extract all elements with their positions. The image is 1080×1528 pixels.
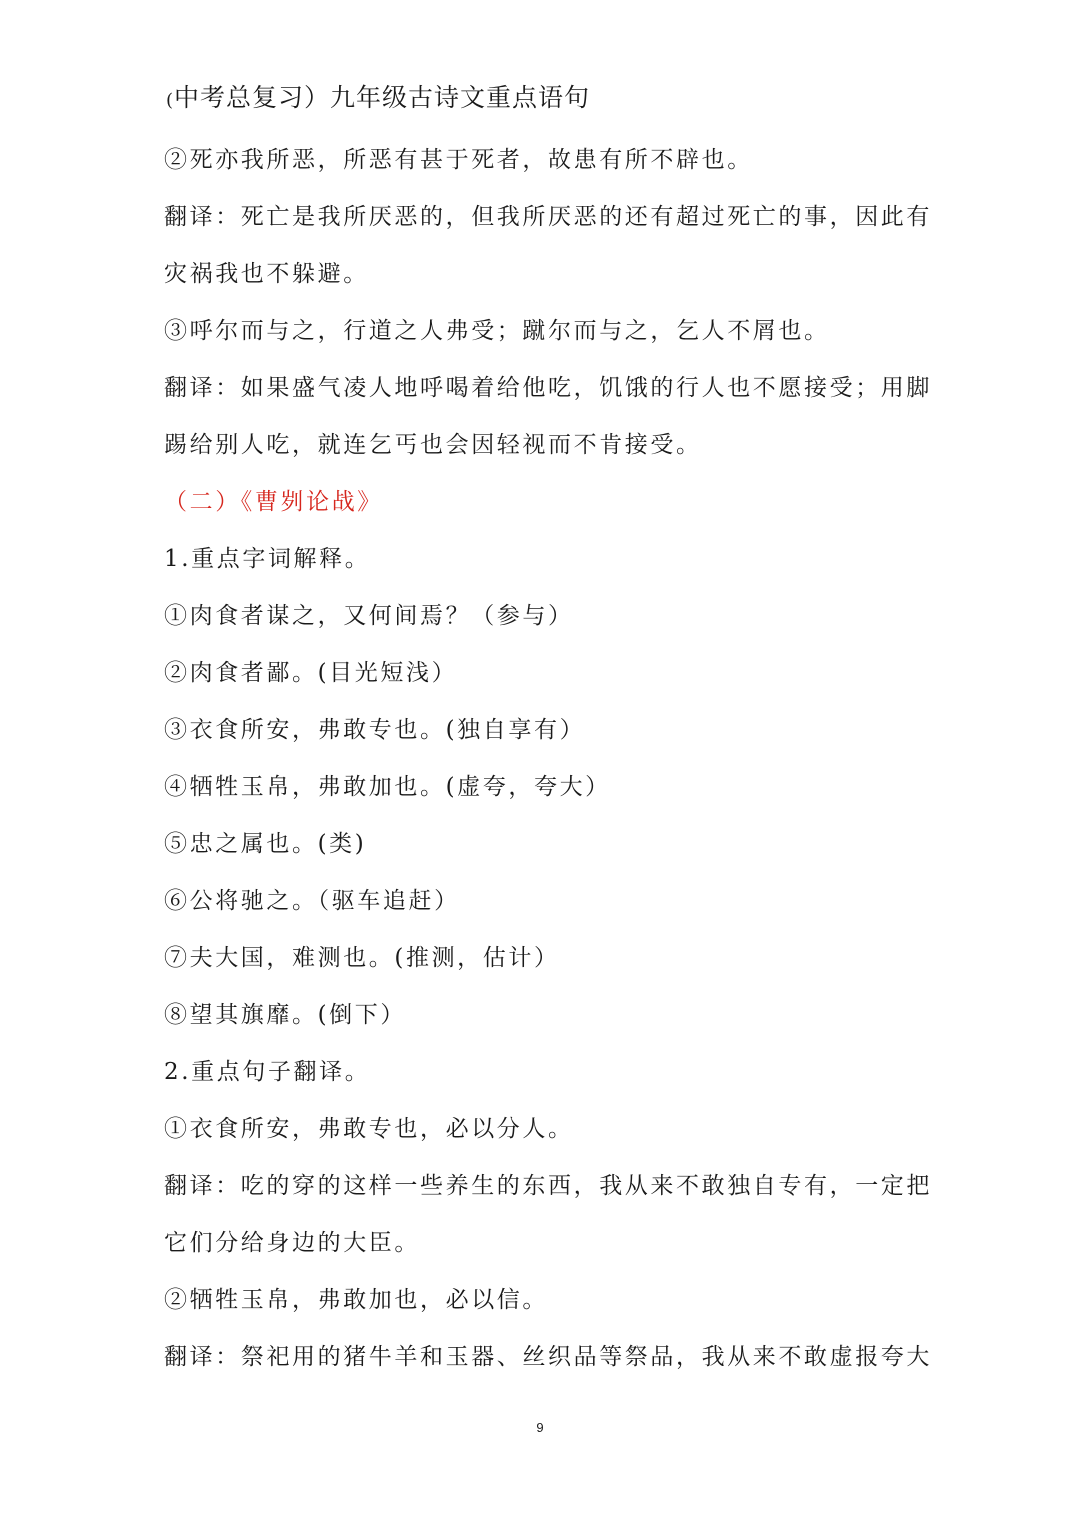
text-line: ②死亦我所恶，所恶有甚于死者，故患有所不辟也。 bbox=[164, 147, 753, 173]
document-body bbox=[164, 140, 932, 1394]
text-line: ⑦夫大国，难测也。(推测，估计） bbox=[164, 945, 560, 971]
text-line: ②肉食者鄙。(目光短浅） bbox=[164, 660, 458, 686]
text-line: 翻译：祭祀用的猪牛羊和玉器、丝织品等祭品，我从来不敢虚报夸大 bbox=[164, 1344, 932, 1370]
text-line: 踢给别人吃，就连乞丐也会因轻视而不肯接受。 bbox=[164, 432, 702, 458]
text-line: ①衣食所安，弗敢专也，必以分人。 bbox=[164, 1116, 574, 1142]
page-title-paren: ( bbox=[166, 90, 175, 111]
page-number: 9 bbox=[536, 1420, 544, 1435]
text-line: 翻译：如果盛气凌人地呼喝着给他吃，饥饿的行人也不愿接受；用脚 bbox=[164, 375, 932, 401]
section-heading: （二）《曹刿论战》 bbox=[164, 489, 383, 515]
text-line: 灾祸我也不躲避。 bbox=[164, 261, 369, 287]
text-line: ⑧望其旗靡。(倒下） bbox=[164, 1002, 406, 1028]
text-line: ③衣食所安，弗敢专也。(独自享有） bbox=[164, 717, 586, 743]
text-line: 1.重点字词解释。 bbox=[164, 546, 371, 572]
text-line: ②牺牲玉帛，弗敢加也，必以信。 bbox=[164, 1287, 548, 1313]
text-line: 翻译：死亡是我所厌恶的，但我所厌恶的还有超过死亡的事，因此有 bbox=[164, 204, 932, 230]
text-line: 2.重点句子翻译。 bbox=[164, 1059, 371, 1085]
text-line: 翻译：吃的穿的这样一些养生的东西，我从来不敢独自专有，一定把 bbox=[164, 1173, 932, 1199]
text-line: ⑤忠之属也。(类) bbox=[164, 831, 367, 857]
text-line: ③呼尔而与之，行道之人弗受；蹴尔而与之，乞人不屑也。 bbox=[164, 318, 830, 344]
page-title-text: 中考总复习）九年级古诗文重点语句 bbox=[174, 83, 591, 112]
page-title bbox=[166, 78, 590, 114]
text-line: ①肉食者谋之，又何间焉？（参与） bbox=[164, 603, 574, 629]
text-line: 它们分给身边的大臣。 bbox=[164, 1230, 420, 1256]
text-line: ⑥公将驰之。（驱车追赶） bbox=[164, 888, 460, 914]
text-line: ④牺牲玉帛，弗敢加也。(虚夸，夸大） bbox=[164, 774, 611, 800]
